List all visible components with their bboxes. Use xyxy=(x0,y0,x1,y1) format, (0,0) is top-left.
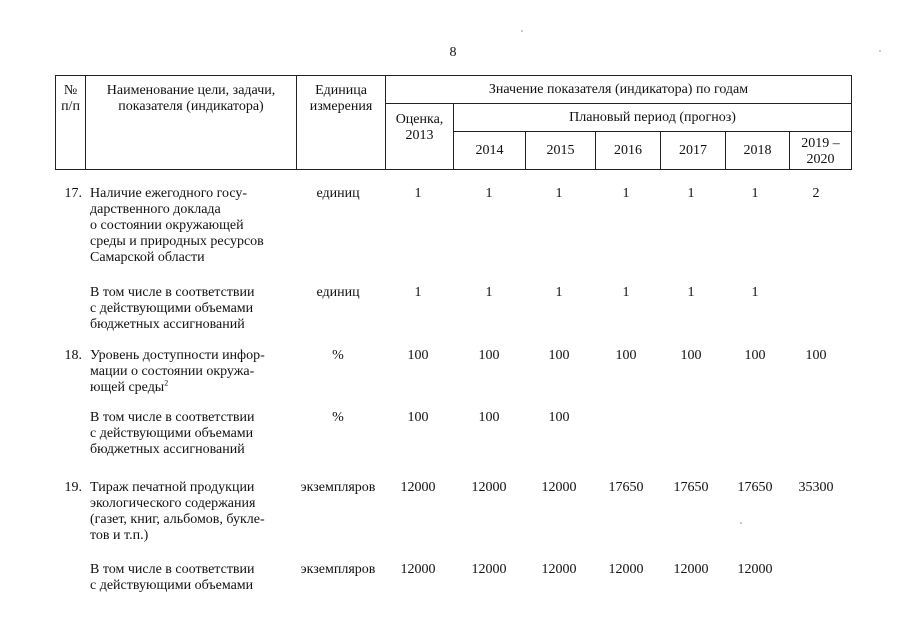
unit-cell: % xyxy=(332,410,344,425)
header-plan-period: Плановый период (прогноз) xyxy=(454,104,852,132)
indicator-name-line: с действующими объемами xyxy=(90,301,254,316)
unit-cell: единиц xyxy=(316,186,360,201)
scan-speck xyxy=(879,50,881,52)
indicator-name-line: (газет, книг, альбомов, букле- xyxy=(90,512,265,527)
header-year-2014: 2014 xyxy=(454,132,526,170)
indicator-name-line: В том числе в соответствии xyxy=(90,285,255,300)
value-cell: 12000 xyxy=(400,562,436,577)
indicator-name-line-text: ющей среды xyxy=(90,380,165,395)
value-cell: 100 xyxy=(407,410,429,425)
page-number: 8 xyxy=(449,45,457,60)
value-cell: 12000 xyxy=(471,562,507,577)
unit-cell: экземпляров xyxy=(300,480,376,495)
value-cell: 1 xyxy=(751,186,759,201)
footnote-marker: 2 xyxy=(164,378,169,388)
value-cell: 1 xyxy=(555,285,563,300)
header-year-2017: 2017 xyxy=(661,132,726,170)
value-cell: 100 xyxy=(478,348,500,363)
indicator-name-line: экологического содержания xyxy=(90,496,256,511)
value-cell: 100 xyxy=(548,410,570,425)
header-unit-cell xyxy=(297,76,386,170)
indicator-table-header xyxy=(55,75,852,170)
value-cell: 12000 xyxy=(737,562,773,577)
scan-speck xyxy=(521,30,523,32)
value-cell: 1 xyxy=(751,285,759,300)
indicator-name xyxy=(90,348,265,396)
value-cell: 2 xyxy=(812,186,820,201)
value-cell: 1 xyxy=(622,186,630,201)
indicator-name xyxy=(90,562,255,594)
value-cell: 100 xyxy=(548,348,570,363)
indicator-name xyxy=(90,480,265,544)
header-year-2018: 2018 xyxy=(726,132,790,170)
scan-speck xyxy=(740,522,742,524)
header-number-cell xyxy=(56,76,86,170)
indicator-name-line xyxy=(90,380,265,396)
value-cell: 100 xyxy=(407,348,429,363)
value-cell: 12000 xyxy=(673,562,709,577)
header-number-label: № п/п xyxy=(61,83,80,114)
header-unit-label: Единица измерения xyxy=(309,83,373,114)
header-year-2019-2020 xyxy=(790,132,852,170)
indicator-name-line: Наличие ежегодного госу- xyxy=(90,186,248,201)
indicator-name xyxy=(90,285,255,333)
value-cell: 100 xyxy=(805,348,827,363)
value-cell: 1 xyxy=(414,186,422,201)
unit-cell: экземпляров xyxy=(300,562,376,577)
value-cell: 1 xyxy=(555,186,563,201)
value-cell: 17650 xyxy=(673,480,709,495)
indicator-name-line: бюджетных ассигнований xyxy=(90,317,245,332)
header-estimate-cell xyxy=(386,104,454,170)
indicator-name-line: Тираж печатной продукции xyxy=(90,480,255,495)
indicator-name-line: мации о состоянии окружа- xyxy=(90,364,255,379)
header-year-2015: 2015 xyxy=(526,132,596,170)
value-cell: 1 xyxy=(485,285,493,300)
indicator-name-line: с действующими объемами xyxy=(90,426,254,441)
header-name-label: Наименование цели, задачи, показателя (индикатора) xyxy=(106,83,276,114)
row-number: 19. xyxy=(64,480,82,495)
indicator-name-line: о состоянии окружающей xyxy=(90,218,244,233)
value-cell: 100 xyxy=(744,348,766,363)
header-year-2016: 2016 xyxy=(596,132,661,170)
value-cell: 35300 xyxy=(798,480,834,495)
value-cell: 12000 xyxy=(541,562,577,577)
indicator-name-line: тов и т.п.) xyxy=(90,528,149,543)
indicator-name-line: с действующими объемами xyxy=(90,578,254,593)
header-year-2019-2020-label: 2019 – 2020 xyxy=(801,136,840,167)
indicator-name xyxy=(90,186,264,266)
value-cell: 1 xyxy=(622,285,630,300)
indicator-name-line: бюджетных ассигнований xyxy=(90,442,245,457)
indicator-name-line: Уровень доступности инфор- xyxy=(90,348,265,363)
value-cell: 12000 xyxy=(541,480,577,495)
unit-cell: единиц xyxy=(316,285,360,300)
header-estimate-label: Оценка, 2013 xyxy=(395,112,444,143)
value-cell: 12000 xyxy=(400,480,436,495)
indicator-name-line: В том числе в соответствии xyxy=(90,562,255,577)
value-cell: 100 xyxy=(615,348,637,363)
value-cell: 1 xyxy=(687,186,695,201)
indicator-name xyxy=(90,410,255,458)
value-cell: 17650 xyxy=(737,480,773,495)
indicator-name-line: Самарской области xyxy=(90,250,205,265)
value-cell: 12000 xyxy=(608,562,644,577)
indicator-name-line: дарственного доклада xyxy=(90,202,221,217)
value-cell: 17650 xyxy=(608,480,644,495)
value-cell: 100 xyxy=(680,348,702,363)
value-cell: 1 xyxy=(687,285,695,300)
value-cell: 1 xyxy=(485,186,493,201)
unit-cell: % xyxy=(332,348,344,363)
indicator-name-line: среды и природных ресурсов xyxy=(90,234,264,249)
value-cell: 1 xyxy=(414,285,422,300)
row-number: 17. xyxy=(64,186,82,201)
header-values-title: Значение показателя (индикатора) по годам xyxy=(386,76,852,104)
value-cell: 100 xyxy=(478,410,500,425)
header-name-cell xyxy=(86,76,297,170)
row-number: 18. xyxy=(64,348,82,363)
indicator-name-line: В том числе в соответствии xyxy=(90,410,255,425)
value-cell: 12000 xyxy=(471,480,507,495)
